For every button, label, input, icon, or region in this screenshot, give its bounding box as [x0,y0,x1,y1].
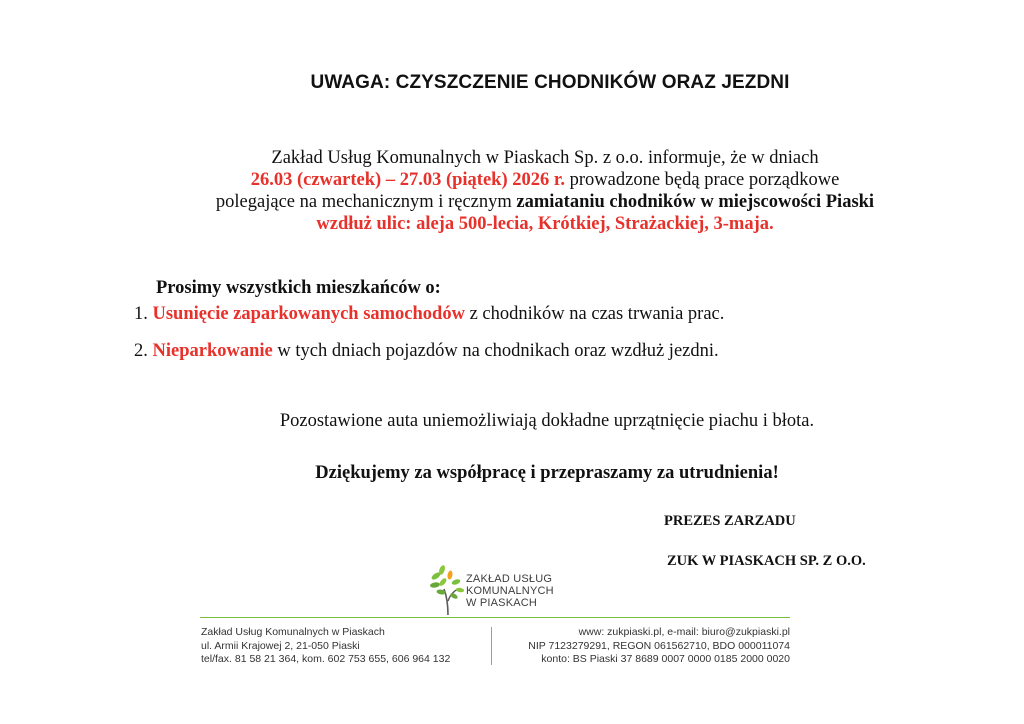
footer-left-line-3: tel/fax. 81 58 21 364, kom. 602 753 655, 606 964 132 [201,653,451,665]
intro-line-2 [100,169,990,191]
request-item-2 [134,341,719,362]
streets-list: wzdłuż ulic: aleja 500-lecia, Krótkiej, Strażackiej, 3-maja. [316,214,774,234]
footer-right-line-1: www: zukpiaski.pl, e-mail: biuro@zukpiaski.pl [578,626,790,638]
footer-right-line-3: konto: BS Piaski 37 8689 0007 0000 0185 2000 0020 [541,653,790,665]
signature-company: ZUK W PIASKACH SP. Z O.O. [667,553,866,569]
intro-line-3 [100,191,990,213]
footer-address [201,626,450,667]
item-highlight: Usunięcie zaparkowanych samochodów [152,304,465,324]
item-rest: z chodników na czas trwania prac. [464,304,725,324]
intro-line-3-bold: zamiataniu chodników w miejscowości Piaski [516,192,875,212]
footer-left-line-2: ul. Armii Krajowej 2, 21-050 Piaski [201,639,360,652]
item-rest: w tych dniach pojazdów na chodnikach oraz wzdłuż jezdni. [272,341,719,361]
note-text: Pozostawione auta uniemożliwiają dokładne uprzątnięcie piachu i błota. [279,411,815,431]
footer-right-line-2: NIP 7123279291, REGON 061562710, BDO 000011074 [528,639,790,652]
request-item-1 [134,304,724,325]
item-number: 2. [134,341,153,361]
footer-divider [200,617,790,618]
item-highlight: Nieparkowanie [152,341,273,361]
thanks-text: Dziękujemy za współpracę i przepraszamy za utrudnienia! [315,463,779,483]
intro-paragraph [100,147,990,235]
logo-line-2: KOMUNALNYCH [466,585,554,597]
signature-title: PREZES ZARZADU [664,513,796,529]
logo-text [466,573,554,609]
page-title: UWAGA: CZYSZCZENIE CHODNIKÓW ORAZ JEZDNI [310,72,790,93]
request-heading: Prosimy wszystkich mieszkańców o: [156,278,441,298]
footer-left-line-1: Zakład Usług Komunalnych w Piaskach [201,626,385,638]
work-dates: 26.03 (czwartek) – 27.03 (piątek) 2026 r. [250,170,565,190]
tree-logo-icon [430,561,470,617]
intro-line-2-rest: prowadzone będą prace porządkowe [565,170,840,190]
footer-contact [528,626,790,667]
intro-line-1: Zakład Usług Komunalnych w Piaskach Sp. z o.o. informuje, że w dniach [271,148,819,168]
item-number: 1. [134,304,153,324]
footer-vertical-divider [491,627,492,665]
intro-line-3-start: polegające na mechanicznym i ręcznym [215,192,517,212]
logo-line-1: ZAKŁAD USŁUG [466,573,553,585]
logo-line-3: W PIASKACH [466,597,538,609]
